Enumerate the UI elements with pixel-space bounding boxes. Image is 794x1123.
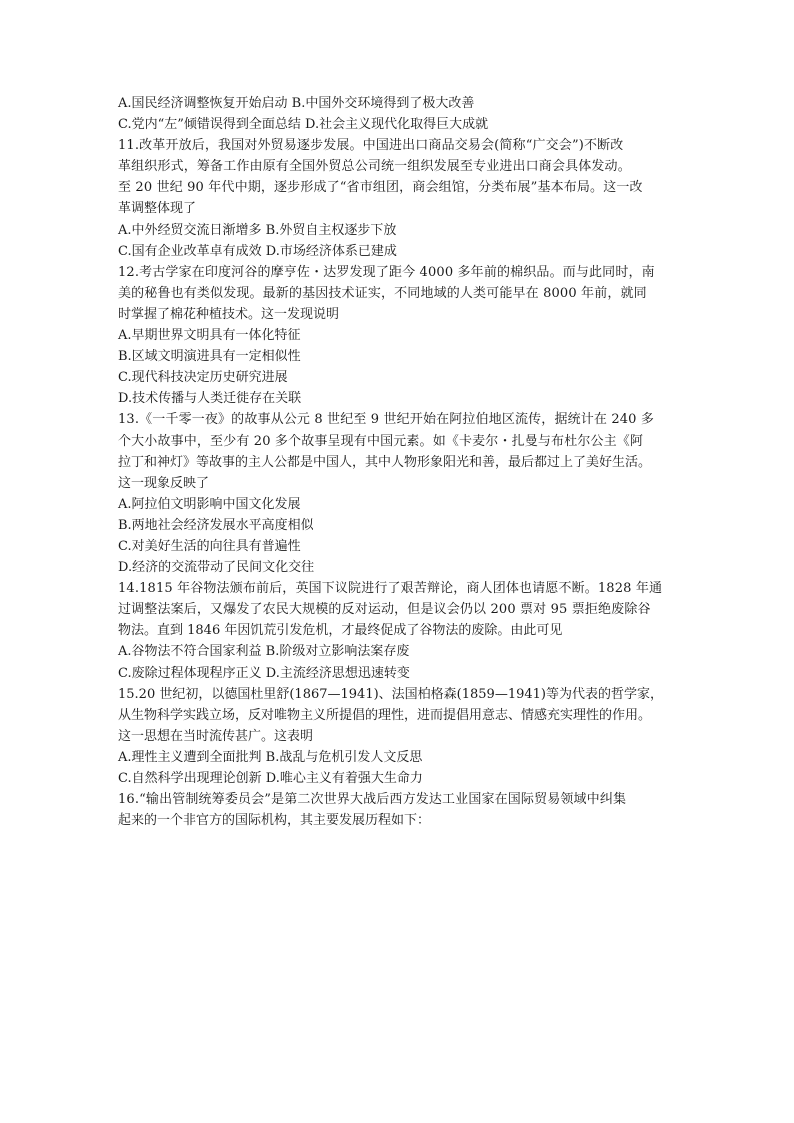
text-line: 11.改革开放后，我国对外贸易逐步发展。中国进出口商品交易会(简称“广交会”)不断改 [118, 138, 624, 154]
text-line: 拉丁和神灯》等故事的主人公都是中国人，其中人物形象阳光和善，最后都过上了美好生活。 [118, 454, 652, 470]
text-line: 个大小故事中，至少有 20 多个故事呈现有中国元素。如《卡麦尔・扎曼与布杜尔公主《阿 [118, 433, 644, 449]
text-line: 16.“输出管制统筹委员会”是第二次世界大战后西方发达工业国家在国际贸易领域中纠集 [118, 792, 627, 808]
exam-page [118, 93, 688, 831]
text-line: 12.考古学家在印度河谷的摩亨佐・达罗发现了距今 4000 多年前的棉织品。而与此同时，南 [118, 264, 655, 280]
text-line: 物法。直到 1846 年因饥荒引发危机，才最终促成了谷物法的废除。由此可见 [118, 623, 563, 639]
text-line: 时掌握了棉花种植技术。这一发现说明 [118, 306, 340, 322]
text-line: A.理性主义遭到全面批判 B.战乱与危机引发人文反思 [118, 749, 423, 765]
text-line: C.党内“左”倾错误得到全面总结 D.社会主义现代化取得巨大成就 [118, 117, 489, 133]
text-line: A.早期世界文明具有一体化特征 [118, 328, 301, 344]
text-line: C.对美好生活的向往具有普遍性 [118, 538, 301, 554]
text-line: 这一思想在当时流传甚广。这表明 [118, 728, 314, 744]
text-line: 起来的一个非官方的国际机构，其主要发展历程如下： [118, 813, 431, 829]
text-line: D.经济的交流带动了民间文化交往 [118, 560, 315, 576]
text-line: 至 20 世纪 90 年代中期，逐步形成了“省市组团，商会组馆，分类布展”基本布局。这一改 [118, 180, 643, 196]
text-line: C.国有企业改革卓有成效 D.市场经济体系已建成 [118, 243, 397, 259]
text-line: C.自然科学出现理论创新 D.唯心主义有着强大生命力 [118, 771, 423, 786]
text-line: A.谷物法不符合国家利益 B.阶级对立影响法案存废 [118, 644, 410, 660]
text-line: 美的秘鲁也有类似发现。最新的基因技术证实，不同地域的人类可能早在 8000 年前，就同 [118, 285, 647, 301]
text-line: C.废除过程体现程序正义 D.主流经济思想迅速转变 [118, 665, 410, 681]
text-line: 13.《一千零一夜》的故事从公元 8 世纪至 9 世纪开始在阿拉伯地区流传，据统计在 240 多 [118, 412, 655, 428]
text-line: 这一现象反映了 [118, 475, 210, 491]
text-line: A.中外经贸交流日渐增多 B.外贸自主权逐步下放 [118, 222, 397, 238]
text-line: 革组织形式，筹备工作由原有全国外贸总公司统一组织发展至专业进出口商会具体发动。 [118, 159, 631, 175]
text-line: A.国民经济调整恢复开始启动 B.中国外交环境得到了极大改善 [118, 96, 475, 111]
text-line: B.区域文明演进具有一定相似性 [118, 349, 301, 365]
text-line: 从生物科学实践立场，反对唯物主义所提倡的理性，进而提倡用意志、情感充实理性的作用。 [118, 707, 652, 723]
text-line: A.阿拉伯文明影响中国文化发展 [118, 496, 301, 512]
text-line: B.两地社会经济发展水平高度相似 [118, 517, 314, 533]
text-line: 15.20 世纪初，以德国杜里舒(1867—1941)、法国柏格森(1859—1941)等为代表的哲学家， [118, 686, 663, 702]
text-line: 革调整体现了 [118, 201, 197, 217]
text-line: D.技术传播与人类迁徙存在关联 [118, 391, 302, 407]
text-line: 14.1815 年谷物法颁布前后，英国下议院进行了艰苦辩论，商人团体也请愿不断。1828 年通 [118, 581, 663, 597]
text-line: 过调整法案后，又爆发了农民大规模的反对运动，但是议会仍以 200 票对 95 票拒绝废除谷 [118, 602, 651, 618]
text-line: C.现代科技决定历史研究进展 [118, 370, 288, 386]
